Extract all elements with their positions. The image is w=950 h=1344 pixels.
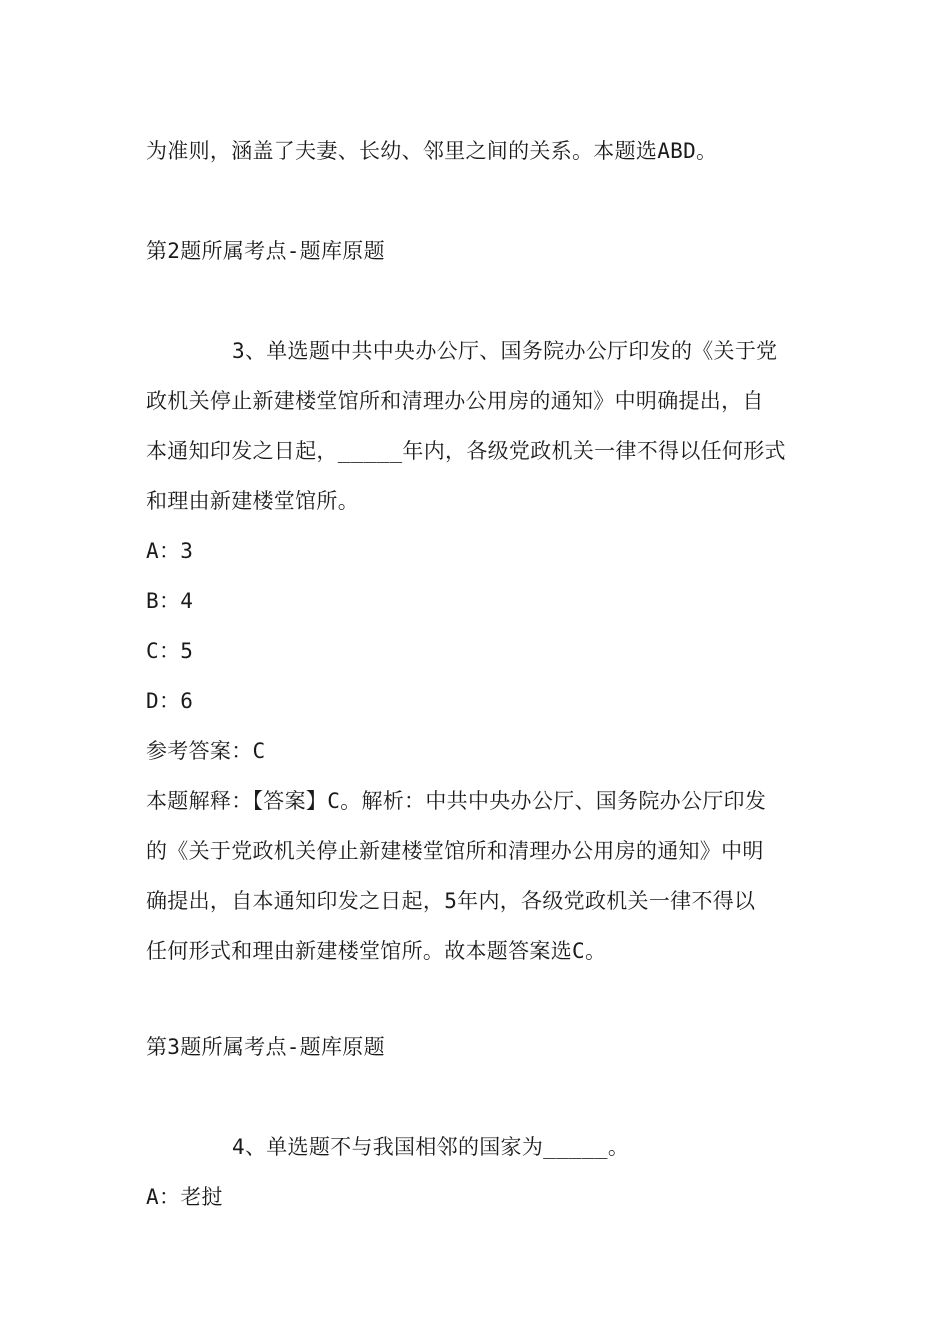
q3-explanation-line-4: 任何形式和理由新建楼堂馆所。故本题答案选C。 <box>146 939 607 963</box>
q3-explanation-line-3: 确提出，自本通知印发之日起，5年内，各级党政机关一律不得以 <box>146 889 756 913</box>
q3-question-line-1: 3、单选题中共中央办公厅、国务院办公厅印发的《关于党 <box>232 339 778 363</box>
q3-explanation-line-1: 本题解释：【答案】C。解析：中共中央办公厅、国务院办公厅印发 <box>146 789 767 813</box>
q3-option-a: A：3 <box>146 539 194 563</box>
q3-question-line-2: 政机关停止新建楼堂馆所和清理办公用房的通知》中明确提出，自 <box>146 389 764 413</box>
q2-topic-label: 第2题所属考点-题库原题 <box>146 239 385 263</box>
q3-topic-label: 第3题所属考点-题库原题 <box>146 1035 385 1059</box>
q3-option-b: B：4 <box>146 589 194 613</box>
q3-answer: 参考答案：C <box>146 739 266 763</box>
q4-option-a: A：老挝 <box>146 1185 223 1209</box>
q3-question-line-3: 本通知印发之日起，_____年内，各级党政机关一律不得以任何形式 <box>146 439 786 463</box>
q3-question-line-4: 和理由新建楼堂馆所。 <box>146 489 359 513</box>
q3-option-d: D：6 <box>146 689 194 713</box>
q3-option-c: C：5 <box>146 639 194 663</box>
q3-explanation-line-2: 的《关于党政机关停止新建楼堂馆所和清理办公用房的通知》中明 <box>146 839 764 863</box>
q4-question: 4、单选题不与我国相邻的国家为_____。 <box>232 1135 630 1159</box>
prev-explanation-tail: 为准则，涵盖了夫妻、长幼、邻里之间的关系。本题选ABD。 <box>146 139 718 163</box>
